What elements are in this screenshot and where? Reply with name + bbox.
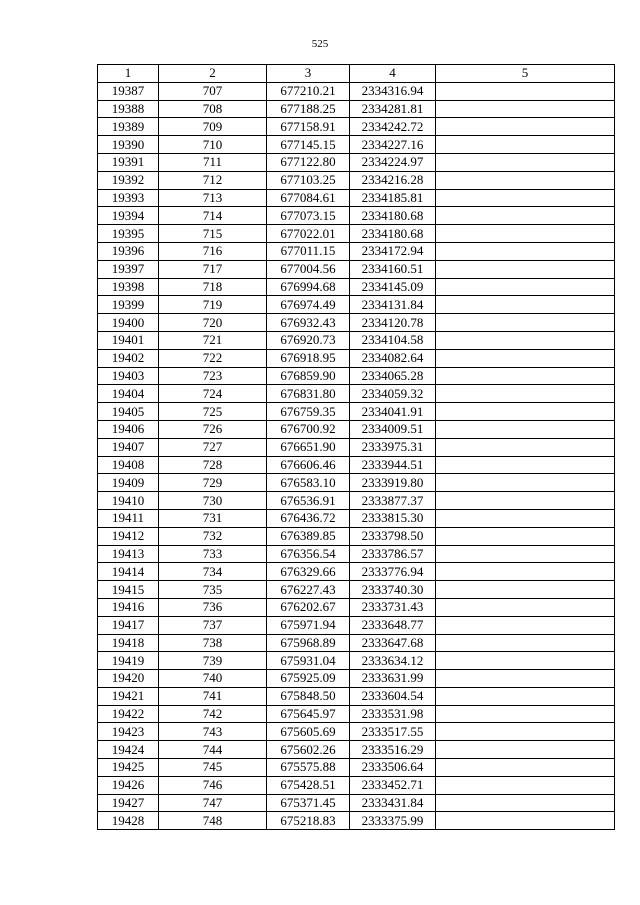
y-coordinate-cell: 2333375.99 bbox=[350, 812, 436, 830]
table-row bbox=[98, 598, 615, 616]
table-row bbox=[98, 670, 615, 688]
table-row bbox=[98, 634, 615, 652]
row-id-cell: 19416 bbox=[98, 598, 159, 616]
y-coordinate-cell: 2333776.94 bbox=[350, 563, 436, 581]
note-cell bbox=[436, 634, 615, 652]
y-coordinate-cell: 2333431.84 bbox=[350, 794, 436, 812]
note-cell bbox=[436, 670, 615, 688]
point-number-cell: 748 bbox=[159, 812, 267, 830]
note-cell bbox=[436, 438, 615, 456]
point-number-cell: 741 bbox=[159, 687, 267, 705]
row-id-cell: 19389 bbox=[98, 118, 159, 136]
row-id-cell: 19391 bbox=[98, 153, 159, 171]
note-cell bbox=[436, 207, 615, 225]
x-coordinate-cell: 675605.69 bbox=[267, 723, 350, 741]
x-coordinate-cell: 677011.15 bbox=[267, 242, 350, 260]
table-row bbox=[98, 759, 615, 777]
y-coordinate-cell: 2334281.81 bbox=[350, 100, 436, 118]
note-cell bbox=[436, 474, 615, 492]
y-coordinate-cell: 2333731.43 bbox=[350, 598, 436, 616]
column-header-4: 4 bbox=[350, 65, 436, 83]
note-cell bbox=[436, 776, 615, 794]
y-coordinate-cell: 2334216.28 bbox=[350, 171, 436, 189]
table-row bbox=[98, 509, 615, 527]
table-row bbox=[98, 331, 615, 349]
y-coordinate-cell: 2333944.51 bbox=[350, 456, 436, 474]
table-row bbox=[98, 82, 615, 100]
row-id-cell: 19414 bbox=[98, 563, 159, 581]
table-row bbox=[98, 367, 615, 385]
point-number-cell: 712 bbox=[159, 171, 267, 189]
point-number-cell: 715 bbox=[159, 225, 267, 243]
point-number-cell: 723 bbox=[159, 367, 267, 385]
x-coordinate-cell: 676932.43 bbox=[267, 314, 350, 332]
x-coordinate-cell: 676436.72 bbox=[267, 509, 350, 527]
row-id-cell: 19428 bbox=[98, 812, 159, 830]
point-number-cell: 708 bbox=[159, 100, 267, 118]
x-coordinate-cell: 675925.09 bbox=[267, 670, 350, 688]
note-cell bbox=[436, 492, 615, 510]
y-coordinate-cell: 2333631.99 bbox=[350, 670, 436, 688]
column-header-3: 3 bbox=[267, 65, 350, 83]
note-cell bbox=[436, 403, 615, 421]
table-row bbox=[98, 812, 615, 830]
point-number-cell: 740 bbox=[159, 670, 267, 688]
point-number-cell: 707 bbox=[159, 82, 267, 100]
y-coordinate-cell: 2333919.80 bbox=[350, 474, 436, 492]
x-coordinate-cell: 676536.91 bbox=[267, 492, 350, 510]
column-header-1: 1 bbox=[98, 65, 159, 83]
row-id-cell: 19410 bbox=[98, 492, 159, 510]
point-number-cell: 725 bbox=[159, 403, 267, 421]
row-id-cell: 19423 bbox=[98, 723, 159, 741]
x-coordinate-cell: 677158.91 bbox=[267, 118, 350, 136]
y-coordinate-cell: 2334009.51 bbox=[350, 420, 436, 438]
table-row bbox=[98, 242, 615, 260]
y-coordinate-cell: 2333452.71 bbox=[350, 776, 436, 794]
note-cell bbox=[436, 82, 615, 100]
table-row bbox=[98, 349, 615, 367]
table-row bbox=[98, 153, 615, 171]
y-coordinate-cell: 2334120.78 bbox=[350, 314, 436, 332]
point-number-cell: 738 bbox=[159, 634, 267, 652]
row-id-cell: 19417 bbox=[98, 616, 159, 634]
y-coordinate-cell: 2334316.94 bbox=[350, 82, 436, 100]
point-number-cell: 745 bbox=[159, 759, 267, 777]
y-coordinate-cell: 2334131.84 bbox=[350, 296, 436, 314]
column-header-2: 2 bbox=[159, 65, 267, 83]
table-row bbox=[98, 527, 615, 545]
note-cell bbox=[436, 385, 615, 403]
row-id-cell: 19398 bbox=[98, 278, 159, 296]
y-coordinate-cell: 2334145.09 bbox=[350, 278, 436, 296]
table-row bbox=[98, 563, 615, 581]
y-coordinate-cell: 2333798.50 bbox=[350, 527, 436, 545]
note-cell bbox=[436, 741, 615, 759]
table-row bbox=[98, 296, 615, 314]
table-row bbox=[98, 741, 615, 759]
x-coordinate-cell: 676389.85 bbox=[267, 527, 350, 545]
y-coordinate-cell: 2333517.55 bbox=[350, 723, 436, 741]
y-coordinate-cell: 2333506.64 bbox=[350, 759, 436, 777]
x-coordinate-cell: 676606.46 bbox=[267, 456, 350, 474]
point-number-cell: 730 bbox=[159, 492, 267, 510]
table-row bbox=[98, 794, 615, 812]
point-number-cell: 729 bbox=[159, 474, 267, 492]
note-cell bbox=[436, 456, 615, 474]
row-id-cell: 19395 bbox=[98, 225, 159, 243]
table-row bbox=[98, 314, 615, 332]
y-coordinate-cell: 2333740.30 bbox=[350, 581, 436, 599]
x-coordinate-cell: 676759.35 bbox=[267, 403, 350, 421]
point-number-cell: 732 bbox=[159, 527, 267, 545]
x-coordinate-cell: 675575.88 bbox=[267, 759, 350, 777]
point-number-cell: 746 bbox=[159, 776, 267, 794]
point-number-cell: 739 bbox=[159, 652, 267, 670]
y-coordinate-cell: 2334180.68 bbox=[350, 207, 436, 225]
x-coordinate-cell: 676329.66 bbox=[267, 563, 350, 581]
table-row bbox=[98, 207, 615, 225]
table-row bbox=[98, 776, 615, 794]
y-coordinate-cell: 2334185.81 bbox=[350, 189, 436, 207]
note-cell bbox=[436, 331, 615, 349]
row-id-cell: 19422 bbox=[98, 705, 159, 723]
point-number-cell: 722 bbox=[159, 349, 267, 367]
y-coordinate-cell: 2333516.29 bbox=[350, 741, 436, 759]
point-number-cell: 710 bbox=[159, 136, 267, 154]
note-cell bbox=[436, 171, 615, 189]
x-coordinate-cell: 676859.90 bbox=[267, 367, 350, 385]
x-coordinate-cell: 676920.73 bbox=[267, 331, 350, 349]
point-number-cell: 727 bbox=[159, 438, 267, 456]
table-row bbox=[98, 420, 615, 438]
table-row bbox=[98, 225, 615, 243]
row-id-cell: 19408 bbox=[98, 456, 159, 474]
row-id-cell: 19404 bbox=[98, 385, 159, 403]
note-cell bbox=[436, 723, 615, 741]
y-coordinate-cell: 2333877.37 bbox=[350, 492, 436, 510]
table-row bbox=[98, 581, 615, 599]
y-coordinate-cell: 2333634.12 bbox=[350, 652, 436, 670]
x-coordinate-cell: 676831.80 bbox=[267, 385, 350, 403]
coordinates-table bbox=[97, 64, 615, 830]
table-row bbox=[98, 492, 615, 510]
point-number-cell: 716 bbox=[159, 242, 267, 260]
x-coordinate-cell: 676583.10 bbox=[267, 474, 350, 492]
note-cell bbox=[436, 278, 615, 296]
note-cell bbox=[436, 314, 615, 332]
x-coordinate-cell: 676356.54 bbox=[267, 545, 350, 563]
note-cell bbox=[436, 687, 615, 705]
table-row bbox=[98, 545, 615, 563]
note-cell bbox=[436, 563, 615, 581]
point-number-cell: 744 bbox=[159, 741, 267, 759]
row-id-cell: 19425 bbox=[98, 759, 159, 777]
table-row bbox=[98, 403, 615, 421]
note-cell bbox=[436, 509, 615, 527]
row-id-cell: 19427 bbox=[98, 794, 159, 812]
note-cell bbox=[436, 705, 615, 723]
row-id-cell: 19400 bbox=[98, 314, 159, 332]
table-row bbox=[98, 136, 615, 154]
x-coordinate-cell: 676651.90 bbox=[267, 438, 350, 456]
table-row bbox=[98, 278, 615, 296]
y-coordinate-cell: 2334065.28 bbox=[350, 367, 436, 385]
x-coordinate-cell: 677145.15 bbox=[267, 136, 350, 154]
x-coordinate-cell: 675371.45 bbox=[267, 794, 350, 812]
row-id-cell: 19412 bbox=[98, 527, 159, 545]
x-coordinate-cell: 675218.83 bbox=[267, 812, 350, 830]
note-cell bbox=[436, 527, 615, 545]
point-number-cell: 733 bbox=[159, 545, 267, 563]
point-number-cell: 718 bbox=[159, 278, 267, 296]
note-cell bbox=[436, 136, 615, 154]
x-coordinate-cell: 675602.26 bbox=[267, 741, 350, 759]
row-id-cell: 19409 bbox=[98, 474, 159, 492]
x-coordinate-cell: 676994.68 bbox=[267, 278, 350, 296]
row-id-cell: 19421 bbox=[98, 687, 159, 705]
point-number-cell: 720 bbox=[159, 314, 267, 332]
row-id-cell: 19387 bbox=[98, 82, 159, 100]
y-coordinate-cell: 2333975.31 bbox=[350, 438, 436, 456]
note-cell bbox=[436, 545, 615, 563]
y-coordinate-cell: 2333531.98 bbox=[350, 705, 436, 723]
row-id-cell: 19405 bbox=[98, 403, 159, 421]
y-coordinate-cell: 2334224.97 bbox=[350, 153, 436, 171]
column-header-5: 5 bbox=[436, 65, 615, 83]
y-coordinate-cell: 2333604.54 bbox=[350, 687, 436, 705]
x-coordinate-cell: 675428.51 bbox=[267, 776, 350, 794]
point-number-cell: 734 bbox=[159, 563, 267, 581]
note-cell bbox=[436, 100, 615, 118]
row-id-cell: 19406 bbox=[98, 420, 159, 438]
note-cell bbox=[436, 420, 615, 438]
x-coordinate-cell: 676227.43 bbox=[267, 581, 350, 599]
point-number-cell: 711 bbox=[159, 153, 267, 171]
point-number-cell: 731 bbox=[159, 509, 267, 527]
row-id-cell: 19402 bbox=[98, 349, 159, 367]
x-coordinate-cell: 677073.15 bbox=[267, 207, 350, 225]
y-coordinate-cell: 2334082.64 bbox=[350, 349, 436, 367]
x-coordinate-cell: 675931.04 bbox=[267, 652, 350, 670]
note-cell bbox=[436, 153, 615, 171]
note-cell bbox=[436, 581, 615, 599]
y-coordinate-cell: 2334160.51 bbox=[350, 260, 436, 278]
table-row bbox=[98, 687, 615, 705]
row-id-cell: 19399 bbox=[98, 296, 159, 314]
x-coordinate-cell: 677210.21 bbox=[267, 82, 350, 100]
point-number-cell: 713 bbox=[159, 189, 267, 207]
x-coordinate-cell: 677122.80 bbox=[267, 153, 350, 171]
point-number-cell: 742 bbox=[159, 705, 267, 723]
note-cell bbox=[436, 759, 615, 777]
row-id-cell: 19397 bbox=[98, 260, 159, 278]
x-coordinate-cell: 675848.50 bbox=[267, 687, 350, 705]
x-coordinate-cell: 677103.25 bbox=[267, 171, 350, 189]
row-id-cell: 19424 bbox=[98, 741, 159, 759]
y-coordinate-cell: 2334104.58 bbox=[350, 331, 436, 349]
note-cell bbox=[436, 296, 615, 314]
note-cell bbox=[436, 242, 615, 260]
table-row bbox=[98, 723, 615, 741]
table-row bbox=[98, 100, 615, 118]
y-coordinate-cell: 2334227.16 bbox=[350, 136, 436, 154]
note-cell bbox=[436, 616, 615, 634]
row-id-cell: 19392 bbox=[98, 171, 159, 189]
note-cell bbox=[436, 349, 615, 367]
note-cell bbox=[436, 189, 615, 207]
note-cell bbox=[436, 652, 615, 670]
table-row bbox=[98, 260, 615, 278]
point-number-cell: 735 bbox=[159, 581, 267, 599]
row-id-cell: 19403 bbox=[98, 367, 159, 385]
point-number-cell: 714 bbox=[159, 207, 267, 225]
note-cell bbox=[436, 367, 615, 385]
row-id-cell: 19426 bbox=[98, 776, 159, 794]
point-number-cell: 737 bbox=[159, 616, 267, 634]
table-row bbox=[98, 189, 615, 207]
row-id-cell: 19401 bbox=[98, 331, 159, 349]
x-coordinate-cell: 675968.89 bbox=[267, 634, 350, 652]
point-number-cell: 747 bbox=[159, 794, 267, 812]
x-coordinate-cell: 677188.25 bbox=[267, 100, 350, 118]
row-id-cell: 19393 bbox=[98, 189, 159, 207]
table-row bbox=[98, 456, 615, 474]
y-coordinate-cell: 2334172.94 bbox=[350, 242, 436, 260]
row-id-cell: 19388 bbox=[98, 100, 159, 118]
table-row bbox=[98, 474, 615, 492]
row-id-cell: 19390 bbox=[98, 136, 159, 154]
table-row bbox=[98, 438, 615, 456]
y-coordinate-cell: 2333648.77 bbox=[350, 616, 436, 634]
table-body bbox=[98, 82, 615, 829]
note-cell bbox=[436, 260, 615, 278]
table-header-row bbox=[98, 65, 615, 83]
y-coordinate-cell: 2334242.72 bbox=[350, 118, 436, 136]
note-cell bbox=[436, 598, 615, 616]
x-coordinate-cell: 677084.61 bbox=[267, 189, 350, 207]
y-coordinate-cell: 2333647.68 bbox=[350, 634, 436, 652]
note-cell bbox=[436, 225, 615, 243]
page-number: 525 bbox=[311, 38, 329, 50]
point-number-cell: 719 bbox=[159, 296, 267, 314]
point-number-cell: 709 bbox=[159, 118, 267, 136]
note-cell bbox=[436, 812, 615, 830]
point-number-cell: 736 bbox=[159, 598, 267, 616]
point-number-cell: 726 bbox=[159, 420, 267, 438]
table-row bbox=[98, 705, 615, 723]
row-id-cell: 19413 bbox=[98, 545, 159, 563]
row-id-cell: 19415 bbox=[98, 581, 159, 599]
point-number-cell: 743 bbox=[159, 723, 267, 741]
row-id-cell: 19407 bbox=[98, 438, 159, 456]
x-coordinate-cell: 677004.56 bbox=[267, 260, 350, 278]
table-row bbox=[98, 385, 615, 403]
table-row bbox=[98, 118, 615, 136]
x-coordinate-cell: 676918.95 bbox=[267, 349, 350, 367]
row-id-cell: 19418 bbox=[98, 634, 159, 652]
point-number-cell: 728 bbox=[159, 456, 267, 474]
table-row bbox=[98, 652, 615, 670]
row-id-cell: 19420 bbox=[98, 670, 159, 688]
x-coordinate-cell: 676202.67 bbox=[267, 598, 350, 616]
y-coordinate-cell: 2333786.57 bbox=[350, 545, 436, 563]
row-id-cell: 19419 bbox=[98, 652, 159, 670]
note-cell bbox=[436, 118, 615, 136]
x-coordinate-cell: 675971.94 bbox=[267, 616, 350, 634]
row-id-cell: 19394 bbox=[98, 207, 159, 225]
note-cell bbox=[436, 794, 615, 812]
point-number-cell: 717 bbox=[159, 260, 267, 278]
y-coordinate-cell: 2333815.30 bbox=[350, 509, 436, 527]
x-coordinate-cell: 676700.92 bbox=[267, 420, 350, 438]
row-id-cell: 19411 bbox=[98, 509, 159, 527]
table-row bbox=[98, 616, 615, 634]
point-number-cell: 721 bbox=[159, 331, 267, 349]
x-coordinate-cell: 676974.49 bbox=[267, 296, 350, 314]
x-coordinate-cell: 675645.97 bbox=[267, 705, 350, 723]
point-number-cell: 724 bbox=[159, 385, 267, 403]
x-coordinate-cell: 677022.01 bbox=[267, 225, 350, 243]
y-coordinate-cell: 2334180.68 bbox=[350, 225, 436, 243]
y-coordinate-cell: 2334059.32 bbox=[350, 385, 436, 403]
row-id-cell: 19396 bbox=[98, 242, 159, 260]
table-row bbox=[98, 171, 615, 189]
y-coordinate-cell: 2334041.91 bbox=[350, 403, 436, 421]
